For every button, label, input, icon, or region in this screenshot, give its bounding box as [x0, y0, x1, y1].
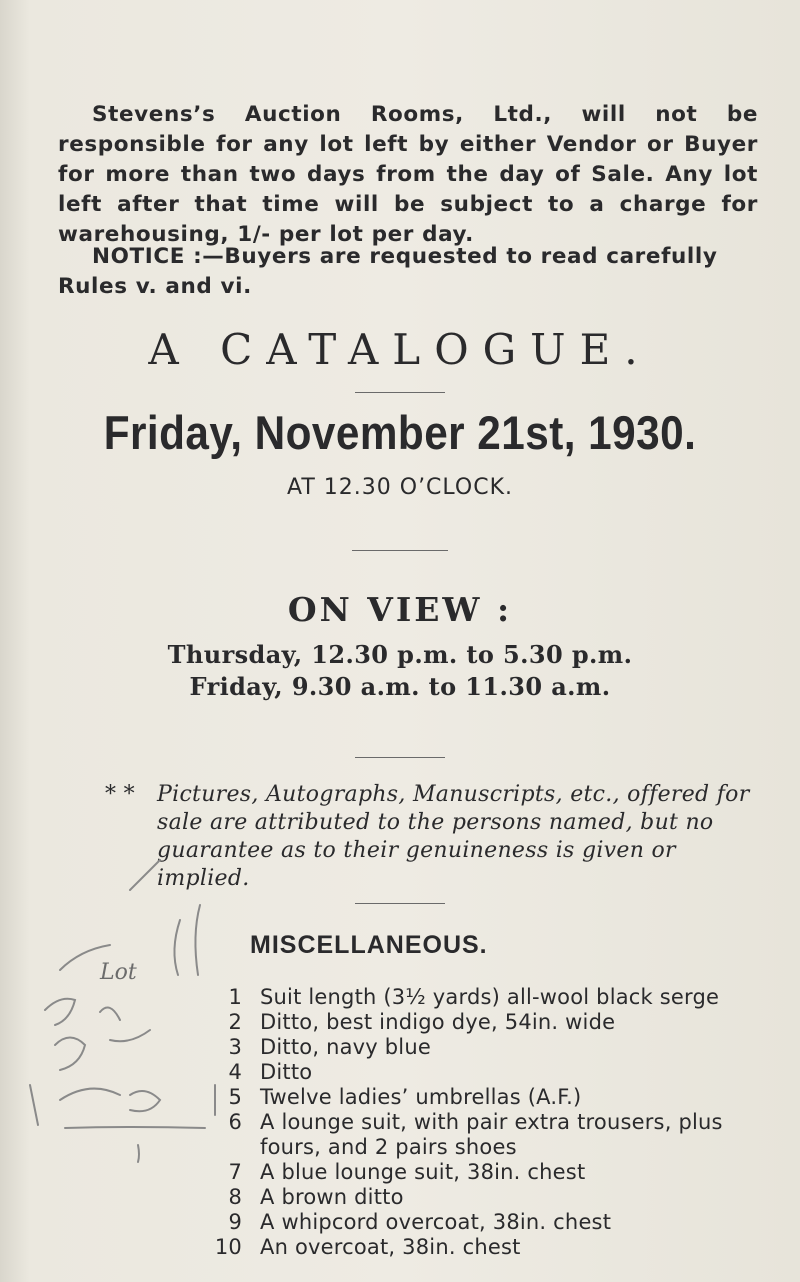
list-item — [130, 1010, 770, 1035]
lot-description: Ditto — [260, 1060, 313, 1084]
lot-description: A blue lounge suit, 38in. chest — [260, 1160, 586, 1184]
section-title: MISCELLANEOUS. — [250, 931, 488, 959]
list-item — [130, 1060, 770, 1085]
pencil-mark — [195, 905, 200, 975]
divider — [352, 550, 448, 551]
lot-number: 4 — [228, 1060, 242, 1084]
pencil-mark — [45, 999, 75, 1025]
pencil-mark — [100, 1008, 120, 1021]
list-item — [130, 1160, 770, 1185]
lot-description: A lounge suit, with pair extra trousers, plus fours, and 2 pairs shoes — [260, 1110, 723, 1159]
disclaimer-text: Pictures, Autographs, Manuscripts, etc., offered for sale are attributed to the persons named, but no guarantee as to their genuineness is given or implied. — [157, 782, 750, 891]
pencil-mark — [174, 920, 180, 975]
sale-time: AT 12.30 O’CLOCK. — [287, 475, 513, 500]
list-item — [130, 1110, 770, 1160]
lot-number: 2 — [228, 1010, 242, 1034]
list-item — [130, 1185, 770, 1210]
asterism: * * — [105, 782, 135, 807]
divider — [355, 903, 445, 904]
lot-number: 8 — [228, 1185, 242, 1209]
lot-description: Suit length (3½ yards) all-wool black serge — [260, 985, 720, 1009]
lot-number: 9 — [228, 1210, 242, 1234]
lot-description: Ditto, navy blue — [260, 1035, 431, 1059]
lot-description: Ditto, best indigo dye, 54in. wide — [260, 1010, 616, 1034]
lot-number: 1 — [228, 985, 242, 1009]
attribution-disclaimer — [105, 781, 765, 893]
lot-description: Twelve ladies’ umbrellas (A.F.) — [260, 1085, 582, 1109]
pencil-mark — [60, 1089, 120, 1100]
pencil-mark — [55, 1038, 85, 1071]
list-item — [130, 1085, 770, 1110]
view-day-thursday: Thursday, 12.30 p.m. to 5.30 p.m. — [167, 640, 633, 669]
lot-description: A brown ditto — [260, 1185, 404, 1209]
lot-list — [130, 985, 770, 1260]
on-view-heading: ON VIEW : — [287, 590, 513, 629]
lot-description: A whipcord overcoat, 38in. chest — [260, 1210, 612, 1234]
lot-column-label: Lot — [100, 960, 137, 985]
view-day-friday: Friday, 9.30 a.m. to 11.30 a.m. — [189, 672, 611, 701]
lot-number: 10 — [214, 1235, 242, 1259]
list-item — [130, 985, 770, 1010]
divider — [355, 392, 445, 393]
warehousing-notice — [58, 100, 758, 250]
warehousing-notice-text: Stevens’s Auction Rooms, Ltd., will not be responsible for any lot left by either Vendor or Buyer for more than two days from the day of Sale. Any lot left after that time will be subject to a charge for warehousing, 1/- per lot per day. — [58, 102, 758, 247]
lot-number: 3 — [228, 1035, 242, 1059]
sale-date: Friday, November 21st, 1930. — [103, 406, 697, 459]
catalogue-title: A CATALOGUE. — [148, 325, 652, 374]
lot-number: 7 — [228, 1160, 242, 1184]
divider — [355, 757, 445, 758]
lot-number: 6 — [228, 1110, 242, 1134]
lot-number: 5 — [228, 1085, 242, 1109]
list-item — [130, 1235, 770, 1260]
buyers-notice: NOTICE :—Buyers are requested to read carefully Rules v. and vi. — [58, 244, 718, 299]
pencil-mark — [30, 1085, 38, 1125]
lot-description: An overcoat, 38in. chest — [260, 1235, 521, 1259]
list-item — [130, 1035, 770, 1060]
list-item — [130, 1210, 770, 1235]
